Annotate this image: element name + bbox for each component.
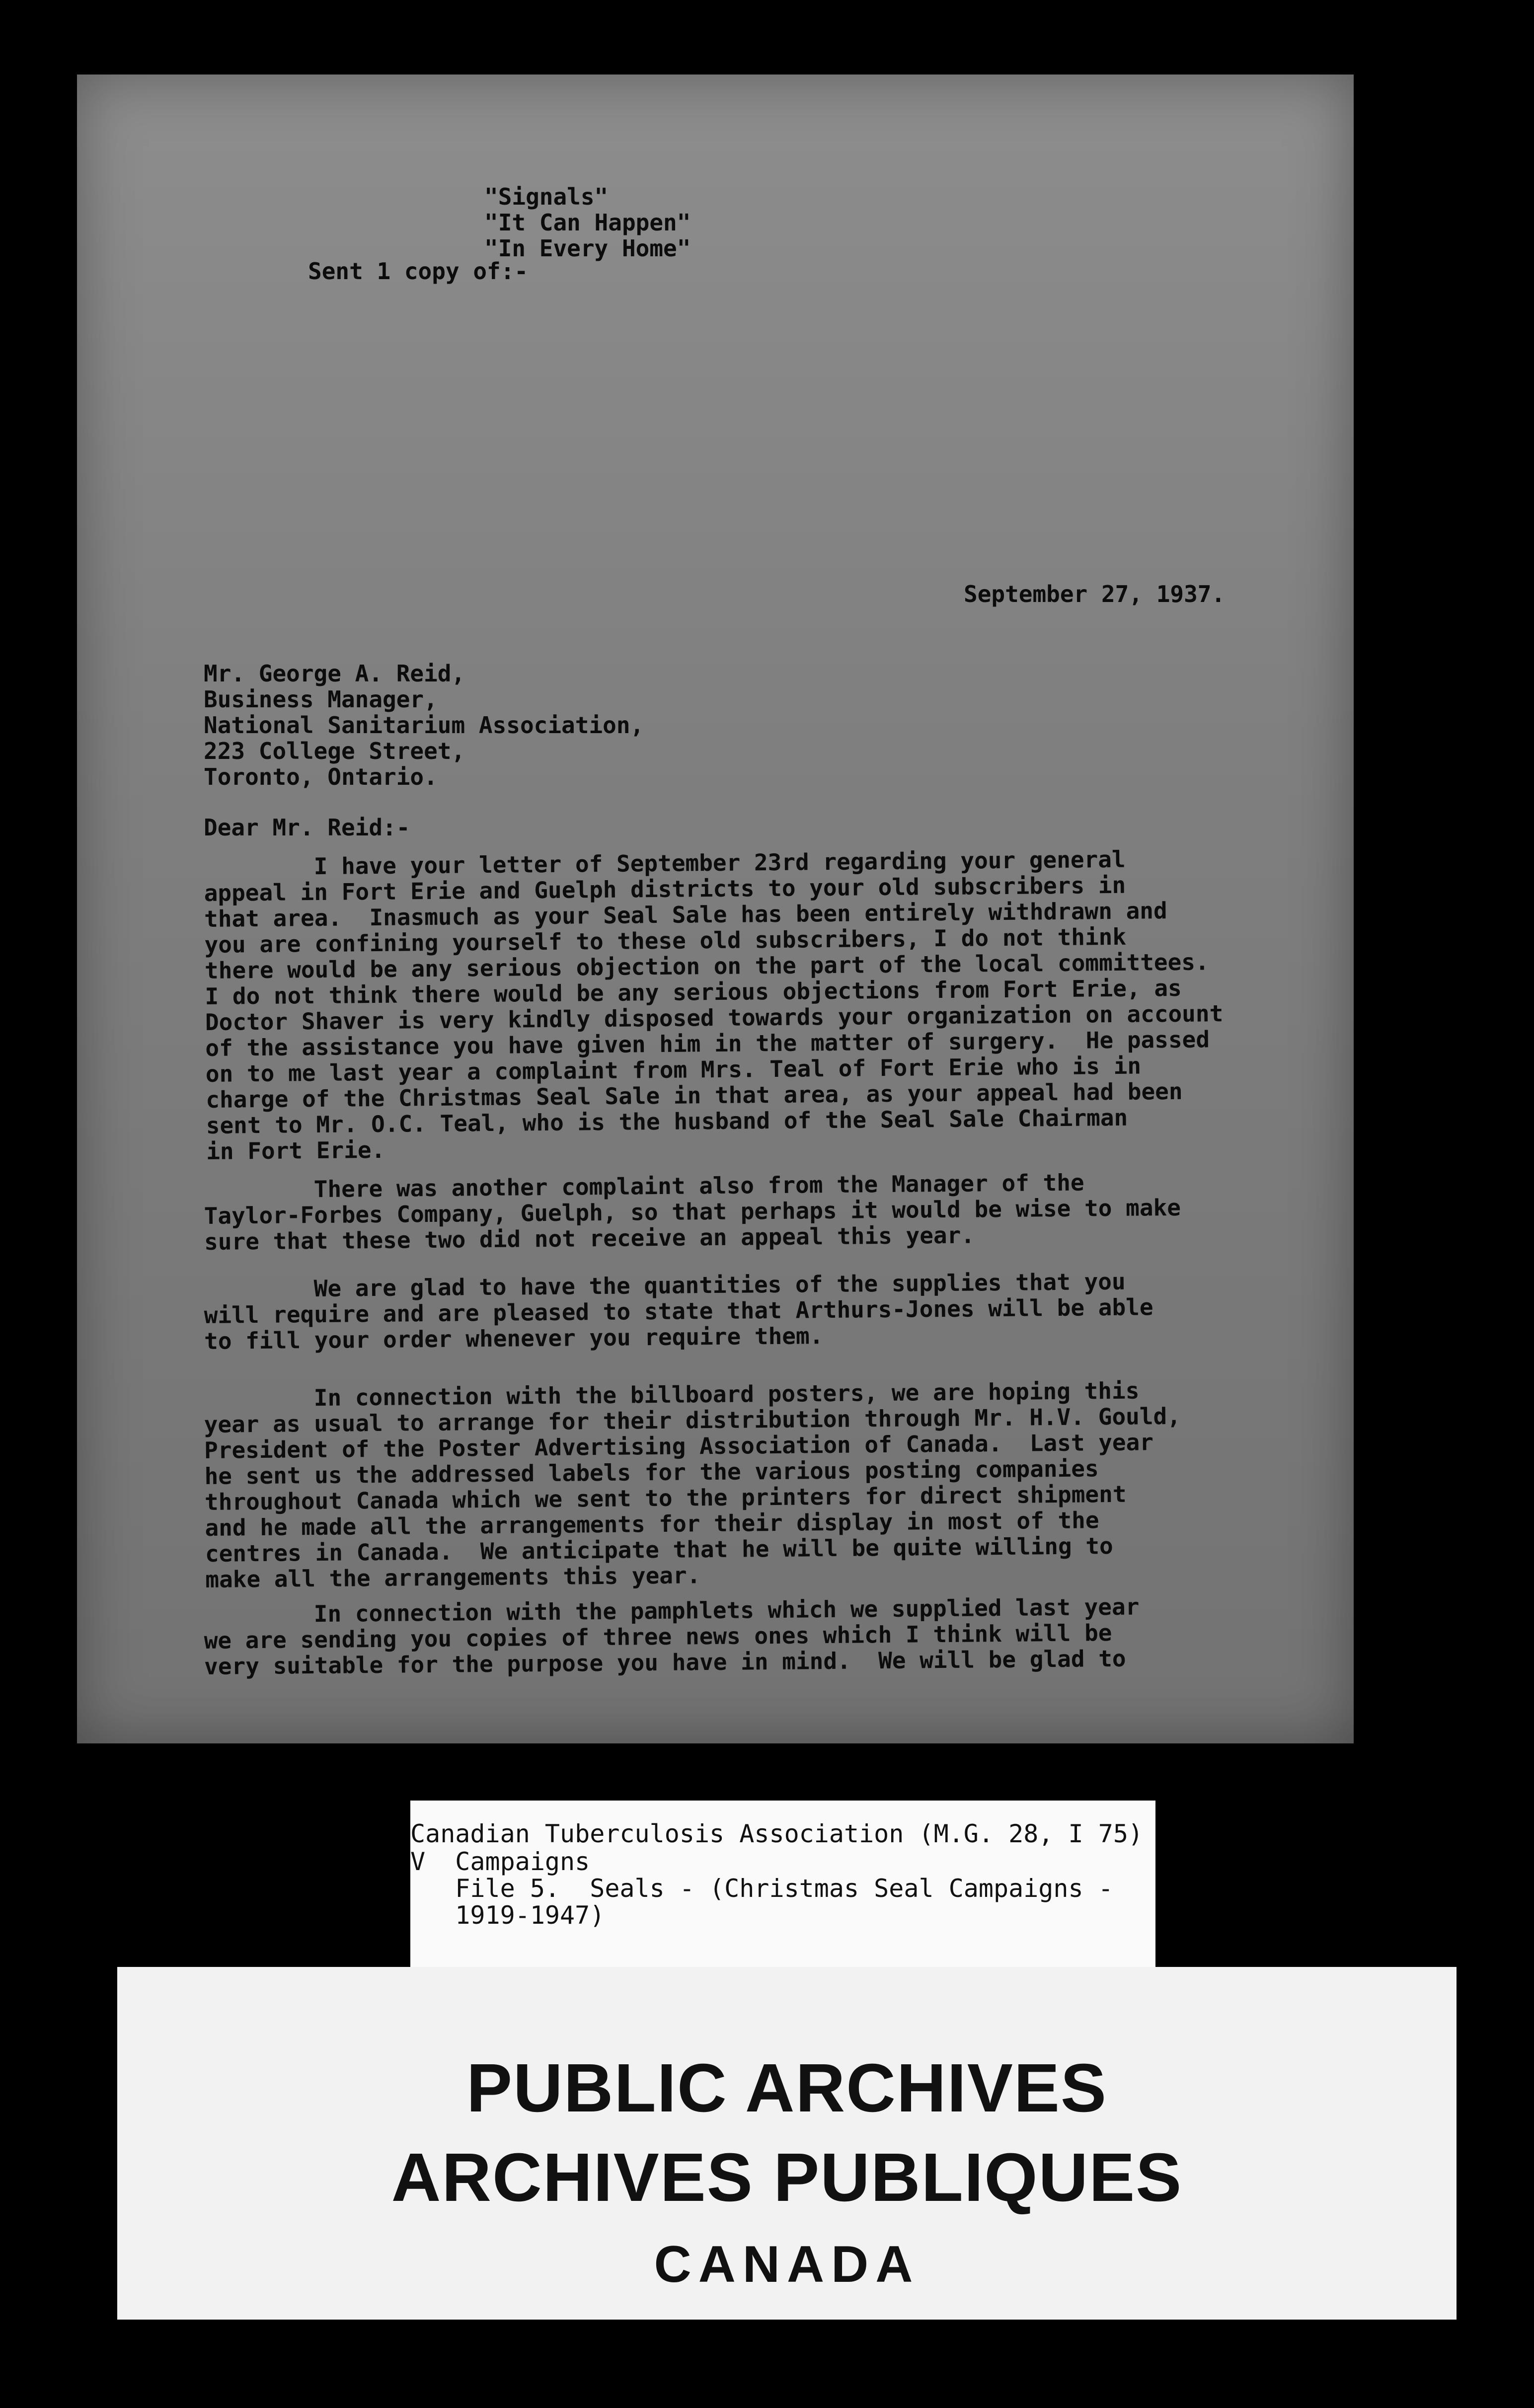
text-line: centres in Canada. We anticipate that he will be quite willing to	[205, 1532, 1113, 1567]
text-line: We are glad to have the quantities of the supplies that you	[203, 1268, 1126, 1303]
recipient-address	[204, 661, 644, 790]
archive-file-label	[410, 1801, 1155, 1967]
file-label-line: File 5. Seals - (Christmas Seal Campaigns -	[410, 1874, 1113, 1903]
archives-stamp-country: CANADA	[654, 2236, 920, 2293]
text-line: very suitable for the purpose you have in mind. We will be glad to	[204, 1645, 1126, 1680]
body-paragraph	[204, 1594, 1140, 1679]
letter-date: September 27, 1937.	[964, 581, 1226, 607]
text-line: that area. Inasmuch as your Seal Sale has been entirely withdrawn and	[204, 897, 1167, 932]
copies-list	[484, 184, 690, 261]
archives-stamp-title-fr: ARCHIVES PUBLIQUES	[391, 2139, 1183, 2216]
file-label-line: V Campaigns	[410, 1847, 590, 1876]
salutation: Dear Mr. Reid:-	[204, 814, 410, 841]
address-line: National Sanitarium Association,	[204, 712, 644, 739]
text-line: charge of the Christmas Seal Sale in that area, as your appeal had been	[206, 1077, 1183, 1113]
text-line: of the assistance you have given him in the matter of surgery. He passed	[205, 1026, 1210, 1061]
file-label-line: Canadian Tuberculosis Association (M.G. 28, I 75)	[410, 1819, 1144, 1848]
text-line: Doctor Shaver is very kindly disposed towards your organization on account	[205, 1000, 1224, 1036]
address-line: 223 College Street,	[204, 738, 465, 764]
text-line: sent to Mr. O.C. Teal, who is the husband of the Seal Sale Chairman	[206, 1104, 1128, 1139]
body-paragraph	[204, 845, 1225, 1164]
text-line: appeal in Fort Erie and Guelph districts to your old subscribers in	[204, 871, 1126, 906]
address-line: Toronto, Ontario.	[204, 763, 438, 790]
text-line: there would be any serious objection on the part of the local committees.	[204, 948, 1209, 984]
text-line: will require and are pleased to state that Arthurs-Jones will be able	[204, 1293, 1153, 1329]
archives-stamp-title-en: PUBLIC ARCHIVES	[466, 2050, 1107, 2126]
text-line: on to me last year a complaint from Mrs. Teal of Fort Erie who is in	[205, 1052, 1142, 1087]
archives-stamp-card	[117, 1967, 1457, 2320]
copy-item: "It Can Happen"	[484, 209, 691, 236]
text-line: to fill your order whenever you require them.	[204, 1322, 824, 1354]
body-paragraph	[204, 1169, 1181, 1255]
text-line: and he made all the arrangements for their display in most of the	[205, 1506, 1099, 1541]
text-line: In connection with the billboard posters, we are hoping this	[203, 1377, 1140, 1412]
text-line: I have your letter of September 23rd regarding your general	[203, 845, 1126, 881]
copy-item: "Signals"	[484, 183, 609, 210]
copies-sent-label: Sent 1 copy of:-	[308, 258, 529, 285]
body-paragraph	[204, 1377, 1182, 1592]
text-line: year as usual to arrange for their distribution through Mr. H.V. Gould,	[204, 1402, 1181, 1438]
text-line: In connection with the pamphlets which we supplied last year	[203, 1593, 1140, 1628]
text-line: in Fort Erie.	[206, 1136, 385, 1165]
text-line: throughout Canada which we sent to the printers for direct shipment	[204, 1480, 1127, 1515]
copy-item: "In Every Home"	[484, 235, 691, 262]
text-line: I do not think there would be any serious objections from Fort Erie, as	[205, 974, 1182, 1010]
address-line: Business Manager,	[204, 686, 438, 713]
address-line: Mr. George A. Reid,	[204, 660, 465, 687]
text-line: Taylor-Forbes Company, Guelph, so that perhaps it would be wise to make	[204, 1194, 1181, 1229]
text-line: There was another complaint also from the Manager of the	[203, 1169, 1084, 1204]
text-line: we are sending you copies of three news ones which I think will be	[204, 1619, 1112, 1654]
text-line: you are confining yourself to these old subscribers, I do not think	[204, 923, 1127, 958]
text-line: President of the Poster Advertising Association of Canada. Last year	[204, 1429, 1154, 1464]
text-line: make all the arrangements this year.	[205, 1562, 701, 1593]
file-label-line: 1919-1947)	[410, 1901, 605, 1930]
body-paragraph	[204, 1268, 1153, 1354]
text-line: he sent us the addressed labels for the various posting companies	[204, 1455, 1099, 1490]
text-line: sure that these two did not receive an appeal this year.	[204, 1221, 975, 1255]
